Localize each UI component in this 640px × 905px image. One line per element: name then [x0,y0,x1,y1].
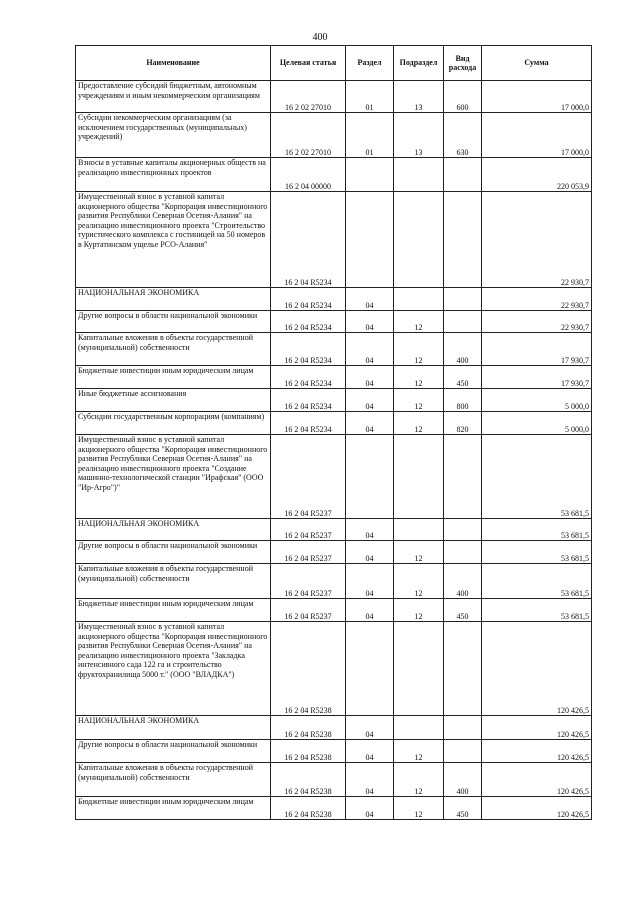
row-section [346,435,394,519]
row-name: Другие вопросы в области национальной экономики [76,311,271,333]
row-expense-type [444,192,482,288]
row-section: 04 [346,797,394,820]
row-subsection: 12 [394,541,444,564]
row-subsection [394,192,444,288]
row-amount: 53 681,5 [482,519,592,541]
row-subsection: 12 [394,333,444,366]
row-name: Другие вопросы в области национальной экономики [76,541,271,564]
row-name: Имущественный взнос в уставной капитал акционерного общества "Корпорация инвестиционного развития Республики Северная Осетия-Алания" на реализацию инвестиционного проекта "Создание машинно-технологической станции "Ирафская" (ООО "Ир-Агро")" [76,435,271,519]
row-name: Бюджетные инвестиции иным юридическим лицам [76,797,271,820]
row-subsection [394,716,444,740]
row-subsection: 12 [394,412,444,435]
row-name: Капитальные вложения в объекты государственной (муниципальной) собственности [76,333,271,366]
table-row [76,797,592,820]
row-section: 04 [346,519,394,541]
row-name: Взносы в уставные капиталы акционерных обществ на реализацию инвестиционных проектов [76,158,271,192]
row-expense-type [444,158,482,192]
row-section: 04 [346,366,394,389]
row-target-article: 16 2 04 R5234 [271,288,346,311]
table-row [76,763,592,797]
row-target-article: 16 2 04 R5234 [271,389,346,412]
table-row [76,622,592,716]
row-amount: 53 681,5 [482,435,592,519]
table-row [76,564,592,599]
row-subsection: 12 [394,740,444,763]
header-target-article: Целевая статья [271,46,346,81]
table-row [76,435,592,519]
table-row [76,288,592,311]
row-amount: 22 930,7 [482,288,592,311]
table-row [76,740,592,763]
row-expense-type [444,541,482,564]
row-amount: 17 930,7 [482,333,592,366]
row-target-article: 16 2 04 R5234 [271,311,346,333]
row-amount: 17 000,0 [482,81,592,113]
row-name: НАЦИОНАЛЬНАЯ ЭКОНОМИКА [76,519,271,541]
row-subsection [394,519,444,541]
row-section: 04 [346,311,394,333]
row-target-article: 16 2 04 R5234 [271,333,346,366]
row-target-article: 16 2 04 R5237 [271,541,346,564]
row-section: 04 [346,288,394,311]
table-row [76,158,592,192]
row-section: 04 [346,333,394,366]
row-subsection: 12 [394,389,444,412]
budget-table [75,45,592,820]
header-name: Наименование [76,46,271,81]
row-amount: 120 426,5 [482,797,592,820]
row-amount: 220 053,9 [482,158,592,192]
row-expense-type: 400 [444,333,482,366]
row-name: НАЦИОНАЛЬНАЯ ЭКОНОМИКА [76,288,271,311]
row-section: 01 [346,113,394,158]
row-expense-type [444,740,482,763]
row-section [346,158,394,192]
row-subsection: 12 [394,763,444,797]
row-target-article: 16 2 02 27010 [271,113,346,158]
row-target-article: 16 2 04 R5237 [271,519,346,541]
row-amount: 120 426,5 [482,740,592,763]
row-section: 04 [346,740,394,763]
row-amount: 17 000,0 [482,113,592,158]
header-amount: Сумма [482,46,592,81]
table-row [76,389,592,412]
row-name: Капитальные вложения в объекты государственной (муниципальной) собственности [76,763,271,797]
row-name: Имущественный взнос в уставной капитал акционерного общества "Корпорация инвестиционного развития Республики Северная Осетия-Алания" на реализацию инвестиционного проекта "Строительство туристического комплекса с гостиницей на 50 номеров в Куртатинском ущелье РСО-Алания" [76,192,271,288]
row-amount: 5 000,0 [482,412,592,435]
row-name: Имущественный взнос в уставной капитал акционерного общества "Корпорация инвестиционного развития Республики Северная Осетия-Алания" на реализацию инвестиционного проекта "Закладка интенсивного сада 122 га и строительство фруктохранилища 5000 т." (ООО "ВЛАДКА") [76,622,271,716]
table-row [76,519,592,541]
row-target-article: 16 2 04 R5237 [271,564,346,599]
row-amount: 53 681,5 [482,599,592,622]
row-expense-type: 820 [444,412,482,435]
table-row [76,333,592,366]
row-expense-type: 600 [444,81,482,113]
row-subsection [394,158,444,192]
row-expense-type: 450 [444,599,482,622]
row-target-article: 16 2 04 R5237 [271,435,346,519]
row-amount: 120 426,5 [482,622,592,716]
row-expense-type: 400 [444,564,482,599]
table-row [76,113,592,158]
row-name: Субсидии государственным корпорациям (компаниям) [76,412,271,435]
row-amount: 5 000,0 [482,389,592,412]
row-name: Предоставление субсидий бюджетным, автономным учреждениям и иным некоммерческим организациям [76,81,271,113]
row-section: 01 [346,81,394,113]
header-expense-type: Вид расхода [444,46,482,81]
row-section [346,622,394,716]
row-amount: 53 681,5 [482,564,592,599]
row-subsection: 12 [394,599,444,622]
row-subsection: 13 [394,113,444,158]
row-subsection: 12 [394,564,444,599]
row-target-article: 16 2 04 00000 [271,158,346,192]
row-amount: 120 426,5 [482,716,592,740]
table-row [76,716,592,740]
row-amount: 22 930,7 [482,192,592,288]
row-section: 04 [346,541,394,564]
row-section: 04 [346,389,394,412]
row-expense-type [444,311,482,333]
row-expense-type: 450 [444,797,482,820]
row-expense-type: 800 [444,389,482,412]
row-expense-type [444,435,482,519]
row-expense-type: 630 [444,113,482,158]
row-expense-type [444,519,482,541]
row-expense-type: 450 [444,366,482,389]
row-target-article: 16 2 04 R5238 [271,622,346,716]
row-target-article: 16 2 04 R5238 [271,763,346,797]
row-subsection: 12 [394,366,444,389]
row-name: Субсидии некоммерческим организациям (за исключением государственных (муниципальных) учреждений) [76,113,271,158]
row-subsection: 12 [394,797,444,820]
row-target-article: 16 2 04 R5238 [271,740,346,763]
row-subsection [394,435,444,519]
row-name: НАЦИОНАЛЬНАЯ ЭКОНОМИКА [76,716,271,740]
row-section [346,192,394,288]
row-subsection [394,622,444,716]
row-section: 04 [346,564,394,599]
row-target-article: 16 2 04 R5238 [271,797,346,820]
row-section: 04 [346,763,394,797]
page-number: 400 [312,32,328,43]
row-target-article: 16 2 04 R5234 [271,412,346,435]
row-expense-type [444,288,482,311]
row-expense-type [444,622,482,716]
table-row [76,541,592,564]
row-name: Бюджетные инвестиции иным юридическим лицам [76,599,271,622]
header-section: Раздел [346,46,394,81]
row-name: Бюджетные инвестиции иным юридическим лицам [76,366,271,389]
row-expense-type: 400 [444,763,482,797]
row-name: Другие вопросы в области национальной экономики [76,740,271,763]
row-expense-type [444,716,482,740]
table-header-row [76,46,592,81]
row-section: 04 [346,716,394,740]
row-target-article: 16 2 04 R5238 [271,716,346,740]
table-row [76,81,592,113]
row-target-article: 16 2 02 27010 [271,81,346,113]
table-row [76,412,592,435]
row-name: Иные бюджетные ассигнования [76,389,271,412]
table-row [76,599,592,622]
row-amount: 17 930,7 [482,366,592,389]
row-target-article: 16 2 04 R5237 [271,599,346,622]
table-row [76,192,592,288]
row-section: 04 [346,412,394,435]
row-subsection [394,288,444,311]
row-subsection: 13 [394,81,444,113]
row-subsection: 12 [394,311,444,333]
table-row [76,366,592,389]
row-amount: 22 930,7 [482,311,592,333]
row-target-article: 16 2 04 R5234 [271,366,346,389]
header-subsection: Подраздел [394,46,444,81]
row-name: Капитальные вложения в объекты государственной (муниципальной) собственности [76,564,271,599]
row-section: 04 [346,599,394,622]
row-target-article: 16 2 04 R5234 [271,192,346,288]
row-amount: 120 426,5 [482,763,592,797]
table-row [76,311,592,333]
row-amount: 53 681,5 [482,541,592,564]
